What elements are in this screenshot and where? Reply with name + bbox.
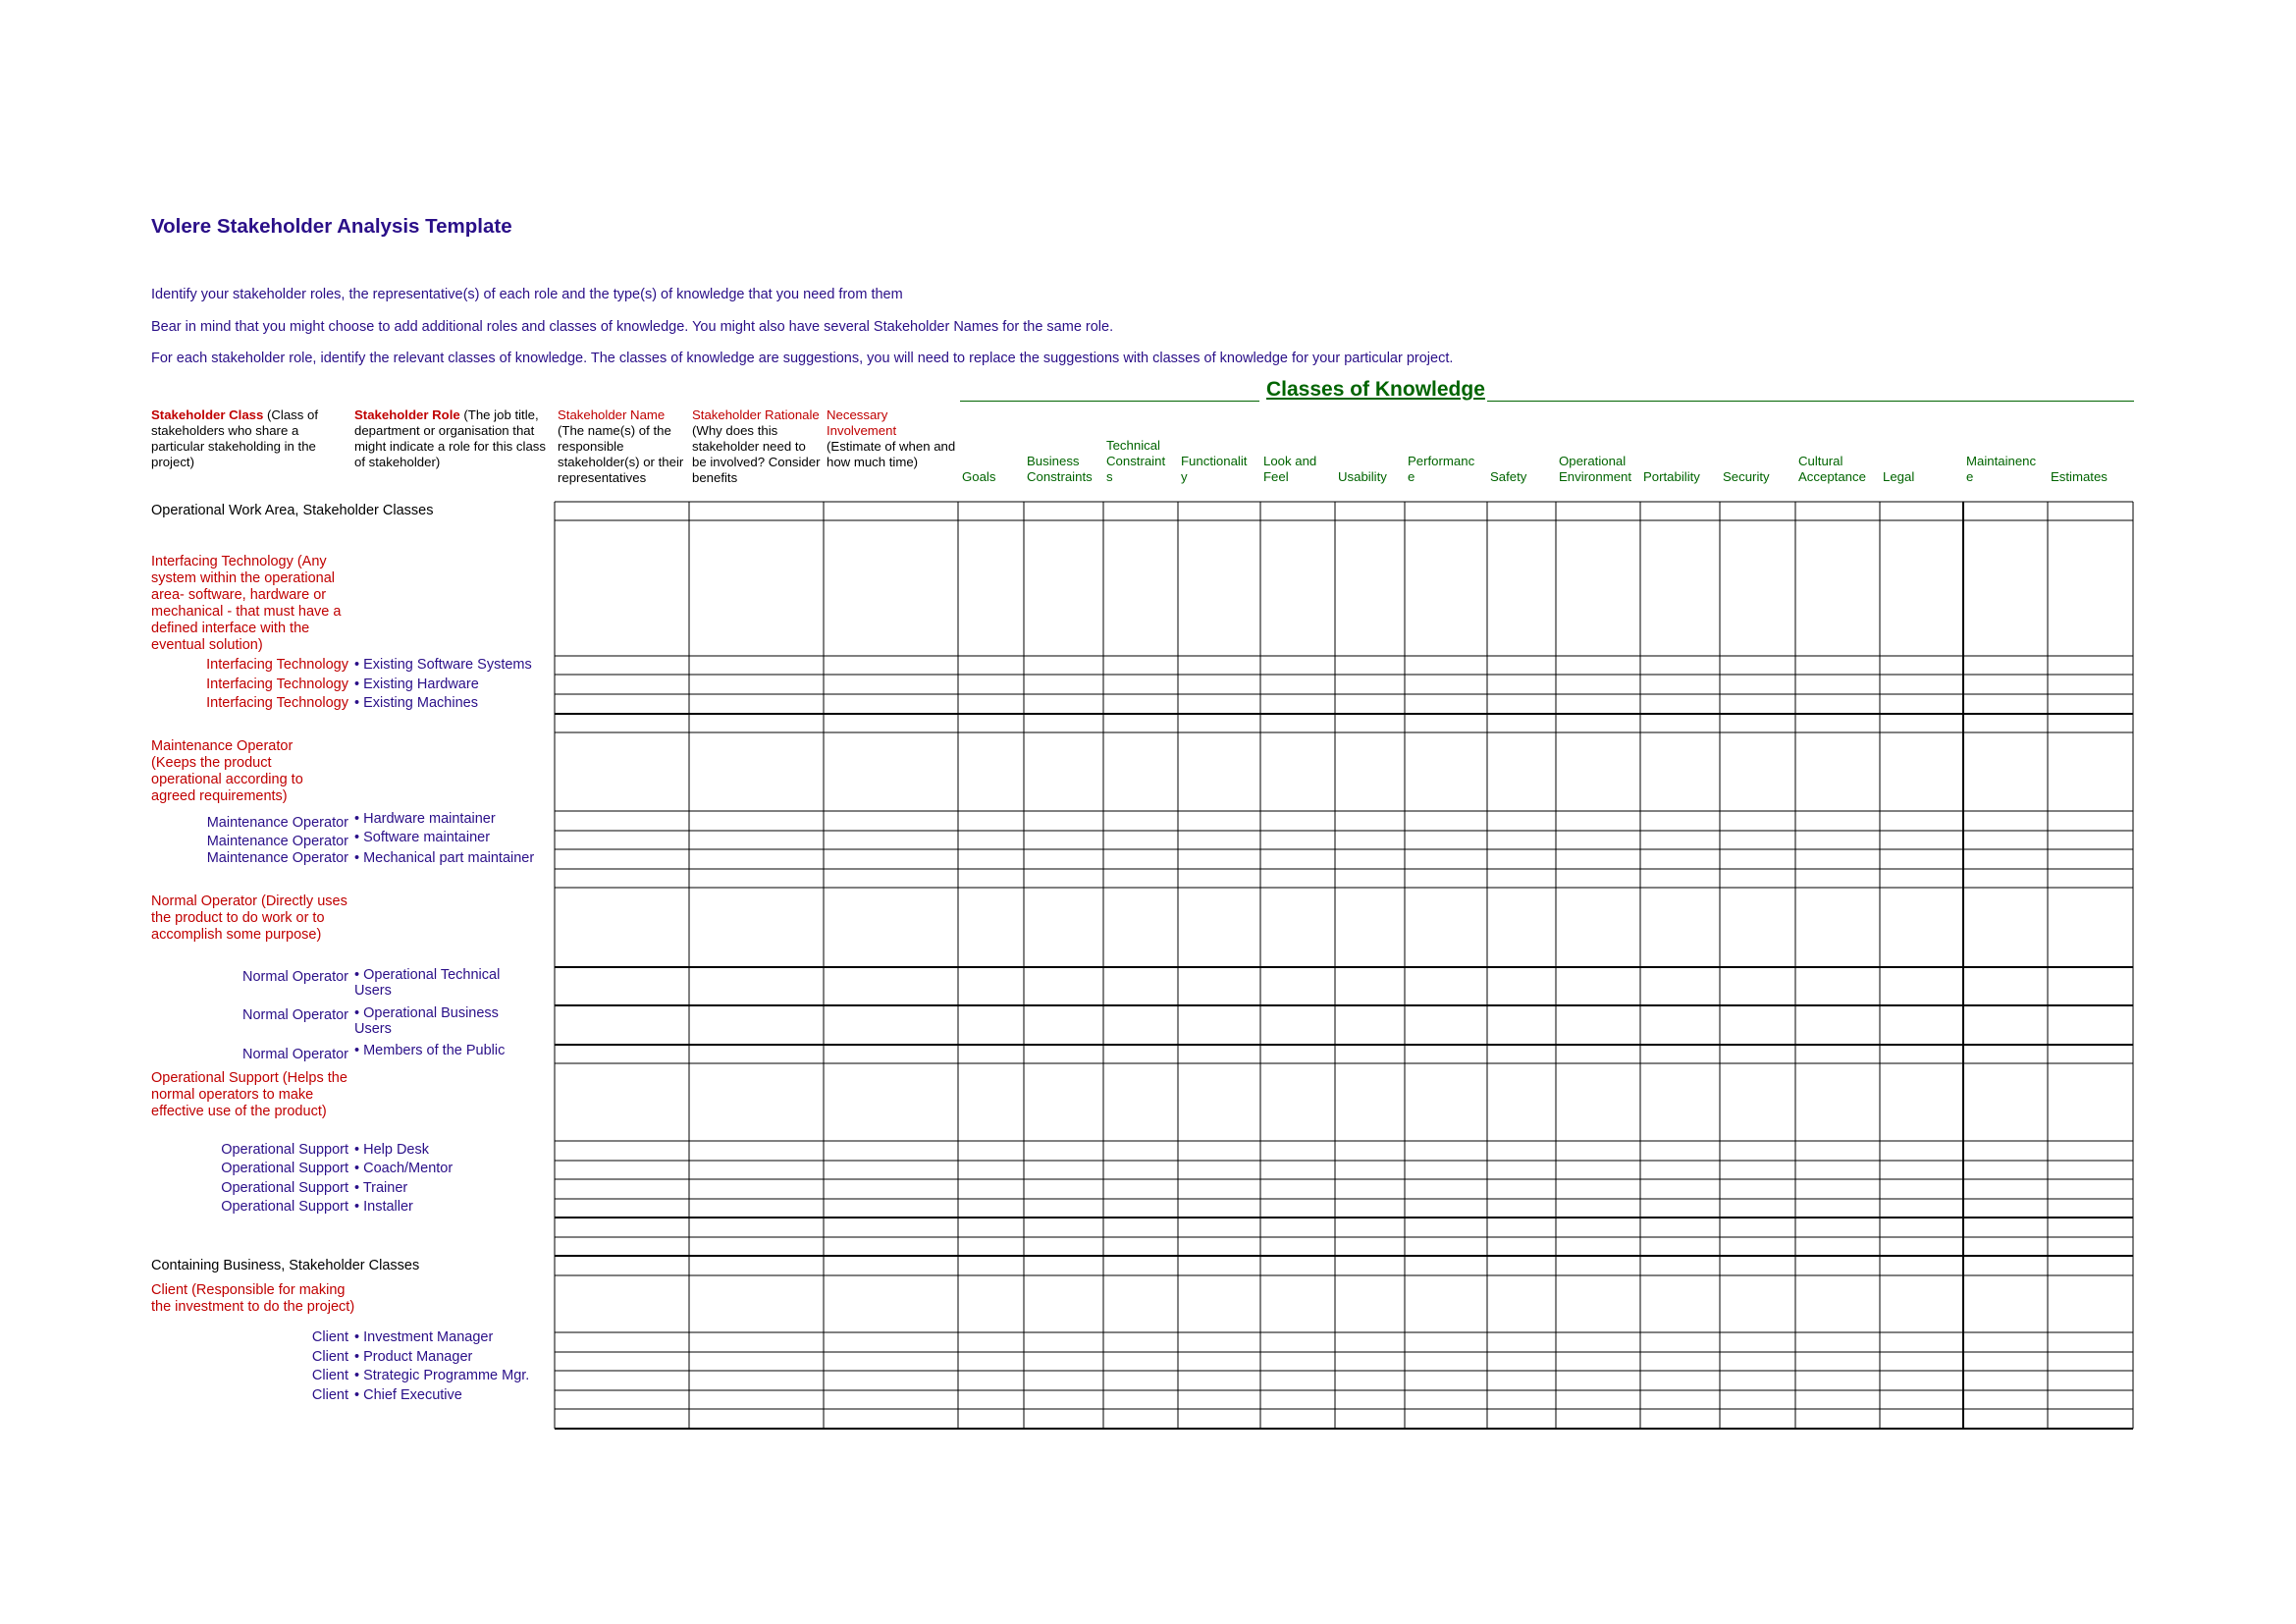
role-name-label: • Operational Business Users (354, 1005, 499, 1037)
role-class-label: Operational Support (221, 1180, 348, 1196)
column-header-security: Security (1723, 469, 1770, 484)
role-class-label: Client (311, 1329, 348, 1345)
role-name-label: • Existing Machines (354, 695, 478, 711)
class-interfacing-technology: Interfacing Technology (Any system within the operational area- software, hardware or mechanical - that must have a defined interface with the eventual solution) (151, 554, 342, 653)
header-stakeholder-name-label: Stakeholder Name (558, 407, 666, 422)
role-name-label: • Chief Executive (354, 1387, 462, 1403)
role-class-label: Interfacing Technology (206, 657, 348, 673)
role-name-label: • Installer (354, 1199, 413, 1215)
column-header-legal: Legal (1883, 469, 1915, 484)
section-containing: Containing Business, Stakeholder Classes (151, 1258, 420, 1273)
page-title: Volere Stakeholder Analysis Template (151, 215, 512, 238)
column-header-business-constraints: Business Constraints (1027, 454, 1093, 484)
role-name-label: • Product Manager (354, 1349, 473, 1365)
column-header-goals: Goals (962, 469, 996, 484)
role-class-label: Client (311, 1387, 348, 1403)
intro-line-1: Identify your stakeholder roles, the representative(s) of each role and the type(s) of knowledge that you need from them (151, 287, 903, 302)
header-stakeholder-role-label: Stakeholder Role (354, 407, 460, 422)
role-class-label: Normal Operator (242, 1047, 348, 1062)
role-class-label: Maintenance Operator (206, 850, 348, 866)
column-header-safety: Safety (1490, 469, 1527, 484)
column-header-portability: Portability (1643, 469, 1700, 484)
section-operational: Operational Work Area, Stakeholder Classes (151, 503, 434, 518)
header-stakeholder-rationale-desc: (Why does this stakeholder need to be involved? Consider benefits (692, 423, 821, 485)
role-class-label: Maintenance Operator (206, 815, 348, 831)
role-name-label: • Mechanical part maintainer (354, 850, 535, 866)
class-normal-operator: Normal Operator (Directly uses the product to do work or to accomplish some purpose) (151, 893, 347, 943)
column-header-technical-constraints: Technical Constraint s (1106, 438, 1166, 484)
role-name-label: • Help Desk (354, 1142, 429, 1158)
header-stakeholder-rationale-label: Stakeholder Rationale (692, 407, 820, 422)
role-class-label: Normal Operator (242, 969, 348, 985)
role-name-label: • Strategic Programme Mgr. (354, 1368, 530, 1383)
class-maintenance-operator: Maintenance Operator (Keeps the product operational according to agreed requirements) (151, 738, 303, 804)
role-class-label: Maintenance Operator (206, 834, 348, 849)
column-header-look-and-feel: Look and Feel (1263, 454, 1317, 484)
role-name-label: • Investment Manager (354, 1329, 494, 1345)
role-class-label: Operational Support (221, 1142, 348, 1158)
role-class-label: Operational Support (221, 1199, 348, 1215)
role-name-label: • Software maintainer (354, 830, 491, 845)
class-client: Client (Responsible for making the investment to do the project) (151, 1282, 355, 1315)
column-header-functionality: Functionalit y (1181, 454, 1248, 484)
role-name-label: • Operational Technical Users (354, 967, 501, 999)
intro-line-3: For each stakeholder role, identify the relevant classes of knowledge. The classes of knowledge are suggestions, you will need to replace the suggestions with classes of knowledge for your particular project. (151, 351, 1454, 366)
header-stakeholder-class-desc: (Class of stakeholders who share a particular stakeholding in the project) (151, 407, 319, 469)
column-header-performance: Performanc e (1408, 454, 1475, 484)
role-name-label: • Members of the Public (354, 1043, 506, 1058)
header-necessary-involvement-label: Necessary Involvement (827, 407, 897, 438)
class-operational-support: Operational Support (Helps the normal operators to make effective use of the product) (151, 1070, 347, 1119)
role-class-label: Interfacing Technology (206, 695, 348, 711)
role-class-label: Normal Operator (242, 1007, 348, 1023)
column-header-cultural-acceptance: Cultural Acceptance (1798, 454, 1866, 484)
header-stakeholder-role-desc: (The job title, department or organisation that might indicate a role for this class of stakeholder) (354, 407, 546, 469)
role-class-label: Client (311, 1349, 348, 1365)
role-class-label: Interfacing Technology (206, 677, 348, 692)
intro-line-2: Bear in mind that you might choose to add additional roles and classes of knowledge. You might also have several Stakeholder Names for the same role. (151, 319, 1114, 335)
role-name-label: • Existing Software Systems (354, 657, 532, 673)
classes-of-knowledge-heading: Classes of Knowledge (1266, 378, 1485, 401)
header-stakeholder-name-desc: (The name(s) of the responsible stakeholder(s) or their representatives (558, 423, 684, 485)
column-header-estimates: Estimates (2051, 469, 2108, 484)
role-name-label: • Coach/Mentor (354, 1161, 454, 1176)
role-name-label: • Hardware maintainer (354, 811, 496, 827)
header-necessary-involvement-desc: (Estimate of when and how much time) (827, 439, 956, 469)
header-stakeholder-class-label: Stakeholder Class (151, 407, 264, 422)
column-header-usability: Usability (1338, 469, 1387, 484)
role-class-label: Client (311, 1368, 348, 1383)
column-header-operational-environment: Operational Environment (1559, 454, 1632, 484)
column-header-maintenance: Maintainenc e (1966, 454, 2037, 484)
role-name-label: • Existing Hardware (354, 677, 479, 692)
role-class-label: Operational Support (221, 1161, 348, 1176)
role-name-label: • Trainer (354, 1180, 408, 1196)
